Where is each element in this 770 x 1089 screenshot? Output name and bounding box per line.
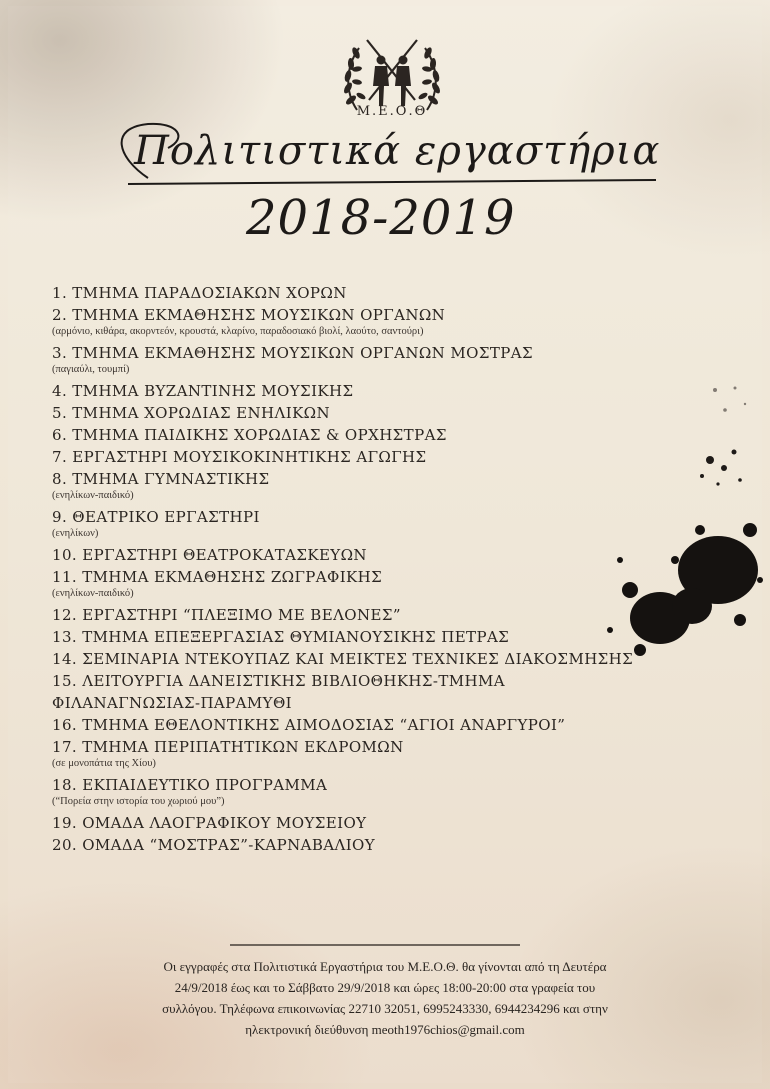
- list-item: [52, 670, 732, 692]
- list-item-label: 10. ΕΡΓΑΣΤΗΡΙ ΘΕΑΤΡΟΚΑΤΑΣΚΕΥΩΝ: [52, 546, 367, 564]
- workshop-list: [52, 282, 732, 856]
- list-item: [52, 424, 732, 446]
- list-item: [52, 566, 732, 601]
- page-title: Πολιτιστικά εργαστήρια: [134, 128, 661, 174]
- list-item: [52, 544, 732, 566]
- list-item-label: 16. ΤΜΗΜΑ ΕΘΕΛΟΝΤΙΚΗΣ ΑΙΜΟΔΟΣΙΑΣ “ΑΓΙΟΙ ΑΝΑΡΓΥΡΟΙ”: [52, 716, 566, 734]
- list-item: [52, 380, 732, 402]
- list-item: [52, 714, 732, 736]
- footer-line: 24/9/2018 έως και το Σάββατο 29/9/2018 και ώρες 18:00-20:00 στα γραφεία του: [174, 980, 596, 995]
- list-item-label: 9. ΘΕΑΤΡΙΚΟ ΕΡΓΑΣΤΗΡΙ: [52, 508, 260, 526]
- list-item: [52, 736, 732, 771]
- list-item-label: 6. ΤΜΗΜΑ ΠΑΙΔΙΚΗΣ ΧΟΡΩΔΙΑΣ & ΟΡΧΗΣΤΡΑΣ: [52, 426, 447, 444]
- list-item: [52, 626, 732, 648]
- list-item-label: 17. ΤΜΗΜΑ ΠΕΡΙΠΑΤΗΤΙΚΩΝ ΕΚΔΡΟΜΩΝ: [52, 738, 404, 756]
- footer-line: συλλόγου. Τηλέφωνα επικοινωνίας 22710 32051, 6995243330, 6944234296 και στην: [162, 1001, 608, 1016]
- list-item-note: (ενηλίκων-παιδικό): [52, 490, 134, 501]
- list-item-label: 20. ΟΜΑΔΑ “ΜΟΣΤΡΑΣ”-ΚΑΡΝΑΒΑΛΙΟΥ: [52, 836, 376, 854]
- list-item: [52, 774, 732, 809]
- list-item-label: 7. ΕΡΓΑΣΤΗΡΙ ΜΟΥΣΙΚΟΚΙΝΗΤΙΚΗΣ ΑΓΩΓΗΣ: [52, 448, 427, 466]
- list-item-note: (ενηλίκων-παιδικό): [52, 588, 134, 599]
- list-item-label: 13. ΤΜΗΜΑ ΕΠΕΞΕΡΓΑΣΙΑΣ ΘΥΜΙΑΝΟΥΣΙΚΗΣ ΠΕΤΡΑΣ: [52, 628, 510, 646]
- list-item-label: 2. ΤΜΗΜΑ ΕΚΜΑΘΗΣΗΣ ΜΟΥΣΙΚΩΝ ΟΡΓΑΝΩΝ: [52, 306, 446, 324]
- list-item: [52, 506, 732, 541]
- list-item-note: (“Πορεία στην ιστορία του χωριού μου”): [52, 796, 225, 807]
- list-item-note: (σε μονοπάτια της Χίου): [52, 758, 156, 769]
- list-item-label: 5. ΤΜΗΜΑ ΧΟΡΩΔΙΑΣ ΕΝΗΛΙΚΩΝ: [52, 404, 331, 422]
- footer-line: Οι εγγραφές στα Πολιτιστικά Εργαστήρια του Μ.Ε.Ο.Θ. θα γίνονται από τη Δευτέρα: [163, 959, 607, 974]
- footer-divider: [230, 944, 520, 946]
- list-item-label: 3. ΤΜΗΜΑ ΕΚΜΑΘΗΣΗΣ ΜΟΥΣΙΚΩΝ ΟΡΓΑΝΩΝ ΜΟΣΤΡΑΣ: [52, 344, 533, 362]
- list-item-label: 19. ΟΜΑΔΑ ΛΑΟΓΡΑΦΙΚΟΥ ΜΟΥΣΕΙΟΥ: [52, 814, 367, 832]
- list-item: [52, 648, 732, 670]
- logo-caption: Μ.Ε.Ο.Θ: [356, 104, 428, 119]
- registration-info: [60, 956, 710, 1040]
- year-heading: 2018-2019: [246, 190, 516, 246]
- list-item-note: (ενηλίκων): [52, 528, 99, 539]
- list-item: [52, 812, 732, 834]
- list-item: [52, 282, 732, 304]
- list-item-label: 15. ΛΕΙΤΟΥΡΓΙΑ ΔΑΝΕΙΣΤΙΚΗΣ ΒΙΒΛΙΟΘΗΚΗΣ-ΤΜΗΜΑ: [52, 672, 506, 690]
- list-item-note: (αρμόνιο, κιθάρα, ακορντεόν, κρουστά, κλαρίνο, παραδοσιακό βιολί, λαούτο, σαντούρι): [52, 326, 424, 337]
- list-item: [52, 834, 732, 856]
- list-item: [52, 402, 732, 424]
- list-item-label: 4. ΤΜΗΜΑ ΒΥΖΑΝΤΙΝΗΣ ΜΟΥΣΙΚΗΣ: [52, 382, 354, 400]
- list-item-label: 1. ΤΜΗΜΑ ΠΑΡΑΔΟΣΙΑΚΩΝ ΧΟΡΩΝ: [52, 284, 347, 302]
- list-item: [52, 468, 732, 503]
- list-item: [52, 692, 732, 714]
- list-item-label: 12. ΕΡΓΑΣΤΗΡΙ “ΠΛΕΞΙΜΟ ΜΕ ΒΕΛΟΝΕΣ”: [52, 606, 401, 624]
- list-item-label: 14. ΣΕΜΙΝΑΡΙΑ ΝΤΕΚΟΥΠΑΖ ΚΑΙ ΜΕΙΚΤΕΣ ΤΕΧΝΙΚΕΣ ΔΙΑΚΟΣΜΗΣΗΣ: [52, 650, 634, 668]
- list-item-label: 11. ΤΜΗΜΑ ΕΚΜΑΘΗΣΗΣ ΖΩΓΡΑΦΙΚΗΣ: [52, 568, 383, 586]
- title-block: [108, 118, 668, 196]
- list-item-note: (παγιαύλι, τουμπί): [52, 364, 130, 375]
- list-item: [52, 342, 732, 377]
- list-item-label: 18. ΕΚΠΑΙΔΕΥΤΙΚΟ ΠΡΟΓΡΑΜΜΑ: [52, 776, 328, 794]
- list-item: [52, 446, 732, 468]
- list-item-label: 8. ΤΜΗΜΑ ΓΥΜΝΑΣΤΙΚΗΣ: [52, 470, 270, 488]
- list-item: [52, 304, 732, 339]
- list-item: [52, 604, 732, 626]
- footer-email-line: ηλεκτρονική διεύθυνση meoth1976chios@gmail.com: [245, 1022, 525, 1037]
- list-item-label: ΦΙΛΑΝΑΓΝΩΣΙΑΣ-ΠΑΡΑΜΥΘΙ: [52, 694, 292, 712]
